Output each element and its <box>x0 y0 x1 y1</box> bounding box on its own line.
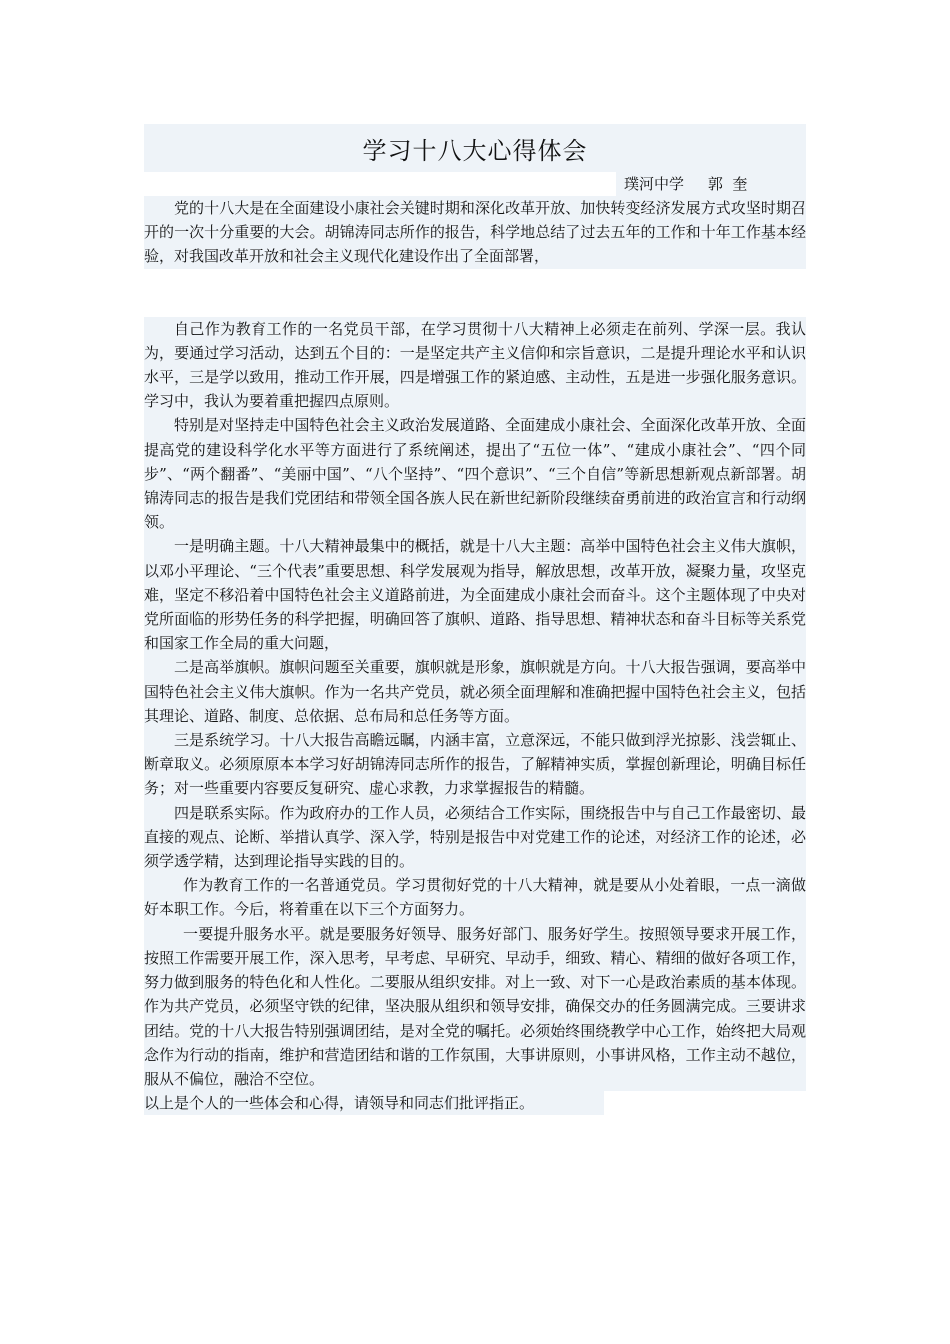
paragraph-2: 自己作为教育工作的一名党员干部，在学习贯彻十八大精神上必须走在前列、学深一层。我认为，要通过学习活动，达到五个目的：一是坚定共产主义信仰和宗旨意识，二是提升理论水平和认识水平，三是学以致用，推动工作开展，四是增强工作的紧迫感、主动性，五是进一步强化服务意识。学习中，我认为要着重把握四点原则。 <box>144 319 806 411</box>
byline-spacer <box>144 172 616 196</box>
paragraph-8: 作为教育工作的一名普通党员。学习贯彻好党的十八大精神，就是要从小处着眼，一点一滴做好本职工作。今后，将着重在以下三个方面努力。 <box>144 876 806 919</box>
author-byline: 璞河中学 郭 奎 <box>616 172 806 196</box>
byline-row <box>144 172 806 196</box>
document-body <box>144 196 806 1115</box>
title-band <box>144 124 806 172</box>
paragraph-4: 一是明确主题。十八大精神最集中的概括，就是十八大主题：高举中国特色社会主义伟大旗帜，以邓小平理论、“三个代表”重要思想、科学发展观为指导，解放思想，改革开放，凝聚力量，攻坚克难，坚定不移沿着中国特色社会主义道路前进，为全面建成小康社会而奋斗。这个主题体现了中央对党所面临的形势任务的科学把握，明确回答了旗帜、道路、指导思想、精神状态和奋斗目标等关系党和国家工作全局的重大问题， <box>144 537 806 653</box>
document-page <box>144 124 806 1115</box>
paragraph-7: 四是联系实际。作为政府办的工作人员，必须结合工作实际，围绕报告中与自己工作最密切、最直接的观点、论断、举措认真学、深入学，特别是报告中对党建工作的论述，对经济工作的论述，必须学透学精，达到理论指导实践的目的。 <box>144 803 806 871</box>
paragraph-1: 党的十八大是在全面建设小康社会关键时期和深化改革开放、加快转变经济发展方式攻坚时期召开的一次十分重要的大会。胡锦涛同志所作的报告，科学地总结了过去五年的工作和十年工作基本经验，对我国改革开放和社会主义现代化建设作出了全面部署， <box>144 199 806 266</box>
document-title: 学习十八大心得体会 <box>362 136 588 165</box>
paragraph-6: 三是系统学习。十八大报告高瞻远瞩，内涵丰富，立意深远，不能只做到浮光掠影、浅尝辄止、断章取义。必须原原本本学习好胡锦涛同志所作的报告，了解精神实质，掌握创新理论，明确目标任务；对一些重要内容要反复研究、虚心求教，力求掌握报告的精髓。 <box>144 731 806 798</box>
paragraph-9: 一要提升服务水平。就是要服务好领导、服务好部门、服务好学生。按照领导要求开展工作，按照工作需要开展工作，深入思考，早考虑、早研究、早动手，细致、精心、精细的做好各项工作，努力做到服务的特色化和人性化。二要服从组织安排。对上一致、对下一心是政治素质的基本体现。作为共产党员，必须坚守铁的纪律，坚决服从组织和领导安排，确保交办的任务圆满完成。三要讲求团结。党的十八大报告特别强调团结，是对全党的嘱托。必须始终围绕教学中心工作，始终把大局观念作为行动的指南，维护和营造团结和谐的工作氛围，大事讲原则，小事讲风格，工作主动不越位，服从不偏位，融洽不空位。 <box>144 924 806 1088</box>
paragraph-closing: 以上是个人的一些体会和心得，请领导和同志们批评指正。 <box>144 1091 806 1115</box>
blank-gap <box>144 269 806 317</box>
paragraph-5: 二是高举旗帜。旗帜问题至关重要，旗帜就是形象，旗帜就是方向。十八大报告强调，要高举中国特色社会主义伟大旗帜。作为一名共产党员，就必须全面理解和准确把握中国特色社会主义，包括其理论、道路、制度、总依据、总布局和总任务等方面。 <box>144 658 806 725</box>
paragraph-3: 特别是对坚持走中国特色社会主义政治发展道路、全面建成小康社会、全面深化改革开放、全面提高党的建设科学化水平等方面进行了系统阐述，提出了“五位一体”、“建成小康社会”、“四个同步”、“两个翻番”、“美丽中国”、“八个坚持”、“四个意识”、“三个自信”等新思想新观点新部署。胡锦涛同志的报告是我们党团结和带领全国各族人民在新世纪新阶段继续奋勇前进的政治宣言和行动纲领。 <box>144 416 806 532</box>
